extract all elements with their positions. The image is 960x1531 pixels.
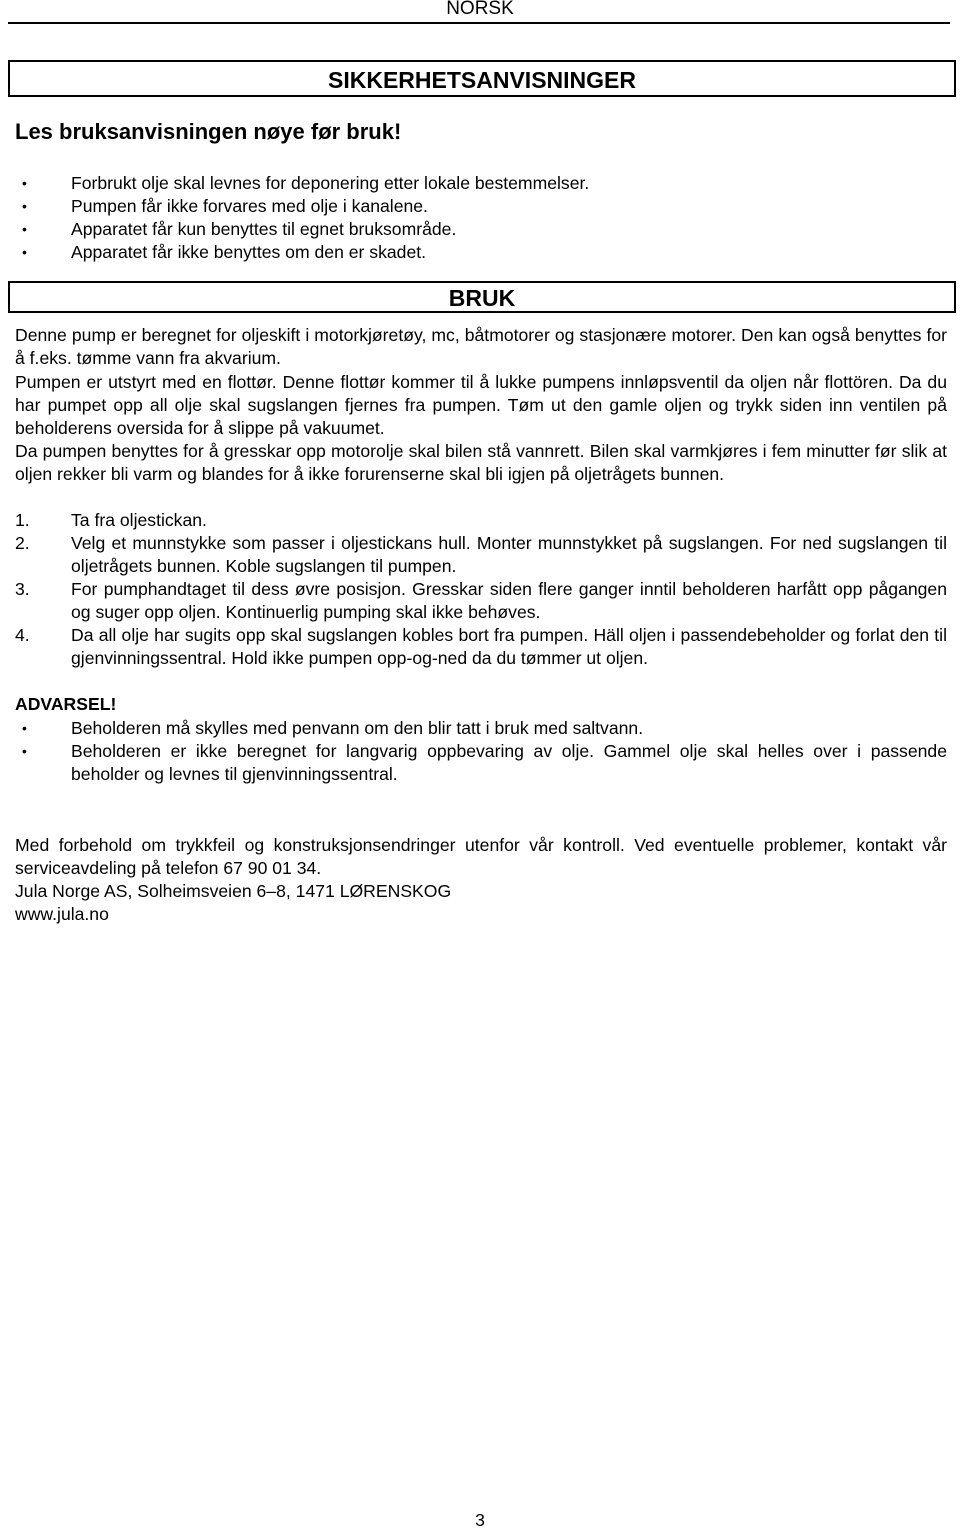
company-address: Jula Norge AS, Solheimsveien 6–8, 1471 LØRENSKOG [15,881,452,901]
warning-heading: ADVARSEL! [15,694,117,714]
step-number: 3. [15,579,30,599]
warning-bullet-list [15,717,947,786]
float-valve-paragraph: Pumpen er utstyrt med en flottør. Denne flottør kommer til å lukke pumpens innløpsventil da oljen når flottören. Da du har pumpet opp all olje skal sugslangen fjernes fra pumpen. Tøm ut den gamle oljen og trykk siden inn ventilen på beholderens oversida for å slippe på vakuumet. [15,372,947,438]
list-item: • Beholderen må skylles med penvann om den blir tatt i bruk med saltvann. [15,717,947,740]
step-text: For pumphandtaget til dess øvre posisjon. Gresskar siden flere ganger inntil beholderen harfått opp pågangen og suger opp oljen. Kontinuerlig pumping skal ikke behøves. [71,579,947,622]
list-item: • Forbrukt olje skal levnes for deponering etter lokale bestemmelser. [15,172,947,195]
footer-disclaimer: Med forbehold om trykkfeil og konstruksjonsendringer utenfor vår kontroll. Ved eventuelle problemer, kontakt vår serviceavdeling på telefon 67 90 01 34. [15,835,947,878]
step-number: 2. [15,533,30,553]
usage-section-title: BRUK [8,281,956,313]
header-divider [8,22,950,24]
step-text: Velg et munnstykke som passer i oljestickans hull. Monter munnstykket på sugslangen. For ned sugslangen til oljetrågets bunnen. Koble sugslangen til pumpen. [71,533,947,576]
step-number: 4. [15,625,30,645]
list-item: • Apparatet får kun benyttes til egnet bruksområde. [15,218,947,241]
safety-section-title: SIKKERHETSANVISNINGER [8,60,956,97]
read-instructions-warning: Les bruksanvisningen nøye før bruk! [15,119,402,144]
list-item [15,509,947,532]
website-link[interactable]: www.jula.no [15,904,109,924]
language-header: NORSK [446,0,514,19]
safety-bullet-list [15,172,947,264]
list-item: • Pumpen får ikke forvares med olje i kanalene. [15,195,947,218]
preparation-paragraph: Da pumpen benyttes for å gresskar opp motorolje skal bilen stå vannrett. Bilen skal varmkjøres i fem minutter før slik at oljen rekker bli varm og blandes for å ikke forurenserne skal bli igjen på oljetrågets bunnen. [15,441,947,484]
step-text: Da all olje har sugits opp skal sugslangen kobles bort fra pumpen. Häll oljen i passendebeholder og forlat den til gjenvinningssentral. Hold ikke pumpen opp-og-ned da du tømmer ut oljen. [71,625,947,668]
list-item [15,624,947,670]
list-item: • Beholderen er ikke beregnet for langvarig oppbevaring av olje. Gammel olje skal helles over i passende beholder og levnes til gjenvinningssentral. [15,740,947,786]
page-number: 3 [475,1510,485,1530]
step-number: 1. [15,510,30,530]
usage-steps-list [15,509,947,670]
step-text: Ta fra oljestickan. [71,510,207,530]
list-item [15,532,947,578]
list-item: • Apparatet får ikke benyttes om den er skadet. [15,241,947,264]
list-item [15,578,947,624]
usage-intro-paragraph: Denne pump er beregnet for oljeskift i motorkjøretøy, mc, båtmotorer og stasjonære motorer. Den kan også benyttes for å f.eks. tømme vann fra akvarium. [15,325,947,368]
